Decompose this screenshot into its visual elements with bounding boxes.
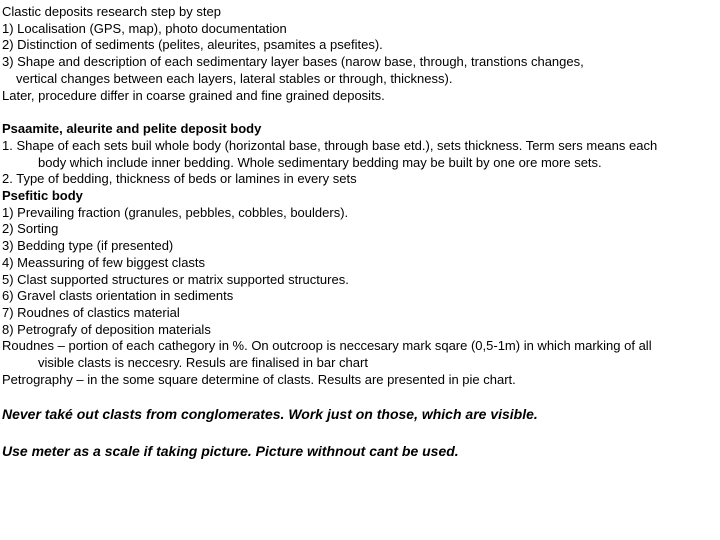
warning-scale: Use meter as a scale if taking picture. Picture withnout cant be used. <box>2 443 459 460</box>
petrography-note: Petrography – in the some square determine of clasts. Results are presented in pie chart. <box>2 371 516 387</box>
warning-clasts: Never také out clasts from conglomerates. Work just on those, which are visible. <box>2 406 538 423</box>
fine-item-2: 2. Type of bedding, thickness of beds or lamines in every sets <box>2 171 357 187</box>
coarse-grained-heading: Psefitic body <box>2 188 83 204</box>
fine-grained-heading: Psaamite, aleurite and pelite deposit body <box>2 121 262 137</box>
coarse-item-3: 3) Bedding type (if presented) <box>2 238 174 254</box>
spacer <box>2 104 718 121</box>
spacer <box>2 423 718 442</box>
coarse-item-7: 7) Roudnes of clastics material <box>2 304 180 320</box>
step-3: 3) Shape and description of each sedimentary layer bases (narow base, through, transtions changes, <box>2 54 584 70</box>
roudnes-note: Roudnes – portion of each cathegory in %. On outcroop is neccesary mark sqare (0,5-1m) in which marking of all <box>2 338 652 354</box>
coarse-item-8: 8) Petrografy of deposition materials <box>2 321 211 337</box>
coarse-item-5: 5) Clast supported structures or matrix supported structures. <box>2 271 349 287</box>
spacer <box>2 388 718 405</box>
document-body <box>2 4 718 460</box>
step-2: 2) Distinction of sediments (pelites, aleurites, psamites a psefites). <box>2 37 383 53</box>
fine-item-1: 1. Shape of each sets buil whole body (horizontal base, through base etd.), sets thickness. Term sers means each <box>2 137 658 153</box>
roudnes-note-continued: visible clasts is neccesry. Resuls are finalised in bar chart <box>38 355 368 371</box>
fine-item-1-continued: body which include inner bedding. Whole sedimentary bedding may be built by one ore more sets. <box>38 154 602 170</box>
document-title: Clastic deposits research step by step <box>2 4 221 19</box>
coarse-item-4: 4) Meassuring of few biggest clasts <box>2 254 206 270</box>
step-1: 1) Localisation (GPS, map), photo documentation <box>2 20 287 36</box>
step-3-continued: vertical changes between each layers, lateral stables or through, thickness). <box>16 70 453 86</box>
later-note: Later, procedure differ in coarse grained and fine grained deposits. <box>2 87 385 103</box>
coarse-item-1: 1) Prevailing fraction (granules, pebbles, cobbles, boulders). <box>2 204 349 220</box>
coarse-item-6: 6) Gravel clasts orientation in sediments <box>2 288 234 304</box>
coarse-item-2: 2) Sorting <box>2 221 59 237</box>
